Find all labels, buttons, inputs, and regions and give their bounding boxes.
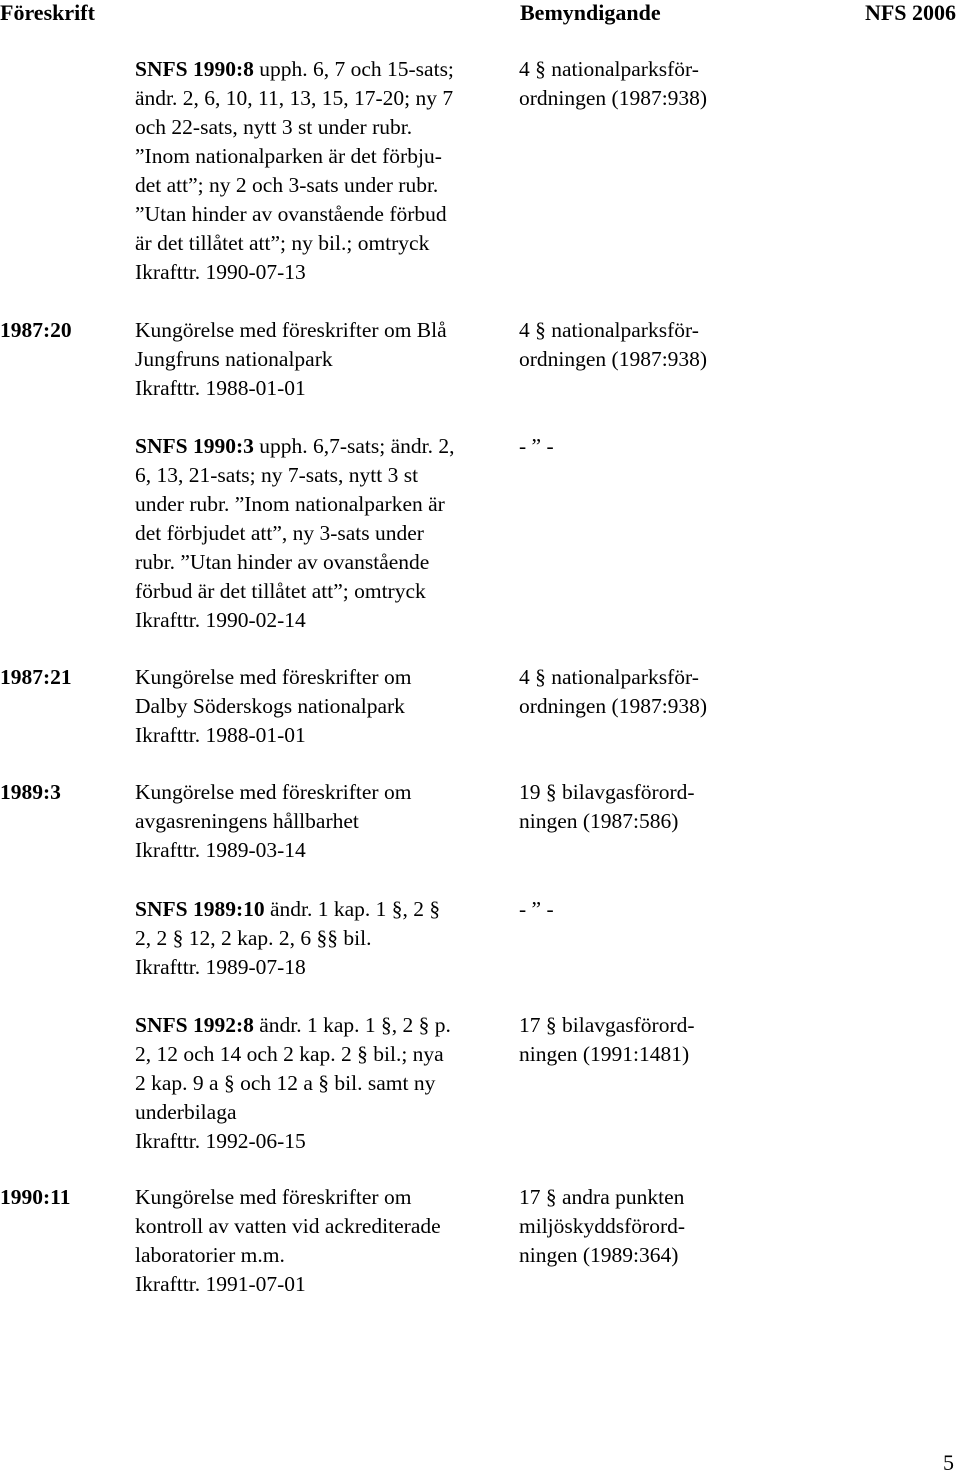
page-header xyxy=(0,0,960,30)
authorization-reference xyxy=(519,663,759,721)
text-line: ningen (1987:586) xyxy=(519,809,679,833)
text-line: underbilaga xyxy=(135,1100,237,1124)
regulation-number: 1987:21 xyxy=(0,665,72,689)
text-line: ”Inom nationalparken är det förbju- xyxy=(135,144,442,168)
regulation-number: 1989:3 xyxy=(0,780,61,804)
text-line: ”Utan hinder av ovanstående förbud xyxy=(135,202,447,226)
text-line: Kungörelse med föreskrifter om Blå xyxy=(135,318,447,342)
text-line: Ikrafttr. 1991-07-01 xyxy=(135,1272,306,1296)
authorization-reference xyxy=(519,778,759,836)
regulation-description xyxy=(135,55,510,287)
text-line: 2 kap. 9 a § och 12 a § bil. samt ny xyxy=(135,1071,436,1095)
text-line: 17 § bilavgasförord- xyxy=(519,1013,695,1037)
text-line: ändr. 2, 6, 10, 11, 13, 15, 17-20; ny 7 xyxy=(135,86,454,110)
text-line: är det tillåtet att”; ny bil.; omtryck xyxy=(135,231,430,255)
regulation-description xyxy=(135,316,510,403)
text-line: ordningen (1987:938) xyxy=(519,694,708,718)
authorization-reference xyxy=(519,316,759,374)
text-line: 4 § nationalparksför- xyxy=(519,318,699,342)
authorization-reference xyxy=(519,895,759,924)
regulation-ref-bold: SNFS 1992:8 xyxy=(135,1013,254,1037)
text-line: rubr. ”Utan hinder av ovanstående xyxy=(135,550,430,574)
text-line: miljöskyddsförord- xyxy=(519,1214,686,1238)
regulation-ref-bold: SNFS 1989:10 xyxy=(135,897,265,921)
text-line: det förbjudet att”, ny 3-sats under xyxy=(135,521,424,545)
header-column-foreskrift: Föreskrift xyxy=(0,0,95,25)
text-line: SNFS 1989:10 ändr. 1 kap. 1 §, 2 § xyxy=(135,897,441,921)
text-line: 4 § nationalparksför- xyxy=(519,57,699,81)
regulation-description xyxy=(135,895,510,982)
text-line: 19 § bilavgasförord- xyxy=(519,780,695,804)
regulation-description xyxy=(135,663,510,750)
text-line: avgasreningens hållbarhet xyxy=(135,809,359,833)
text-line: kontroll av vatten vid ackrediterade xyxy=(135,1214,441,1238)
text-line: ordningen (1987:938) xyxy=(519,86,708,110)
header-series-label: NFS 2006 xyxy=(864,0,956,25)
text-line: Ikrafttr. 1990-07-13 xyxy=(135,260,306,284)
header-column-bemyndigande: Bemyndigande xyxy=(520,0,661,25)
text-line: ningen (1991:1481) xyxy=(519,1042,690,1066)
text-line: Ikrafttr. 1988-01-01 xyxy=(135,376,306,400)
text-line: SNFS 1990:8 upph. 6, 7 och 15-sats; xyxy=(135,57,454,81)
page-number: 5 xyxy=(943,1450,954,1475)
regulation-description xyxy=(135,1011,510,1156)
text-line: - ” - xyxy=(519,434,554,458)
text-line: 2, 2 § 12, 2 kap. 2, 6 §§ bil. xyxy=(135,926,372,950)
text-line: ordningen (1987:938) xyxy=(519,347,708,371)
text-line: laboratorier m.m. xyxy=(135,1243,285,1267)
text-line: Ikrafttr. 1989-07-18 xyxy=(135,955,306,979)
text-line: - ” - xyxy=(519,897,554,921)
text-line: Kungörelse med föreskrifter om xyxy=(135,1185,412,1209)
text-line: 4 § nationalparksför- xyxy=(519,665,699,689)
text-line: 6, 13, 21-sats; ny 7-sats, nytt 3 st xyxy=(135,463,419,487)
text-line: och 22-sats, nytt 3 st under rubr. xyxy=(135,115,413,139)
text-line: under rubr. ”Inom nationalparken är xyxy=(135,492,445,516)
text-line: Ikrafttr. 1992-06-15 xyxy=(135,1129,306,1153)
regulation-description xyxy=(135,432,510,635)
text-line: Ikrafttr. 1989-03-14 xyxy=(135,838,306,862)
text-line: Jungfruns nationalpark xyxy=(135,347,333,371)
text-line: Ikrafttr. 1988-01-01 xyxy=(135,723,306,747)
text-line: Dalby Söderskogs nationalpark xyxy=(135,694,405,718)
regulation-description xyxy=(135,1183,510,1299)
regulation-description xyxy=(135,778,510,865)
text-line: SNFS 1992:8 ändr. 1 kap. 1 §, 2 § p. xyxy=(135,1013,451,1037)
authorization-reference xyxy=(519,55,759,113)
text-line: Ikrafttr. 1990-02-14 xyxy=(135,608,306,632)
authorization-reference xyxy=(519,432,759,461)
regulation-number: 1990:11 xyxy=(0,1185,71,1209)
text-line: Kungörelse med föreskrifter om xyxy=(135,665,412,689)
text-line: 2, 12 och 14 och 2 kap. 2 § bil.; nya xyxy=(135,1042,444,1066)
text-line: SNFS 1990:3 upph. 6,7-sats; ändr. 2, xyxy=(135,434,455,458)
text-line: förbud är det tillåtet att”; omtryck xyxy=(135,579,426,603)
text-line: 17 § andra punkten xyxy=(519,1185,685,1209)
regulation-number: 1987:20 xyxy=(0,318,72,342)
regulation-ref-bold: SNFS 1990:3 xyxy=(135,434,254,458)
authorization-reference xyxy=(519,1011,759,1069)
authorization-reference xyxy=(519,1183,759,1270)
text-line: ningen (1989:364) xyxy=(519,1243,679,1267)
regulation-ref-bold: SNFS 1990:8 xyxy=(135,57,254,81)
text-line: det att”; ny 2 och 3-sats under rubr. xyxy=(135,173,439,197)
text-line: Kungörelse med föreskrifter om xyxy=(135,780,412,804)
